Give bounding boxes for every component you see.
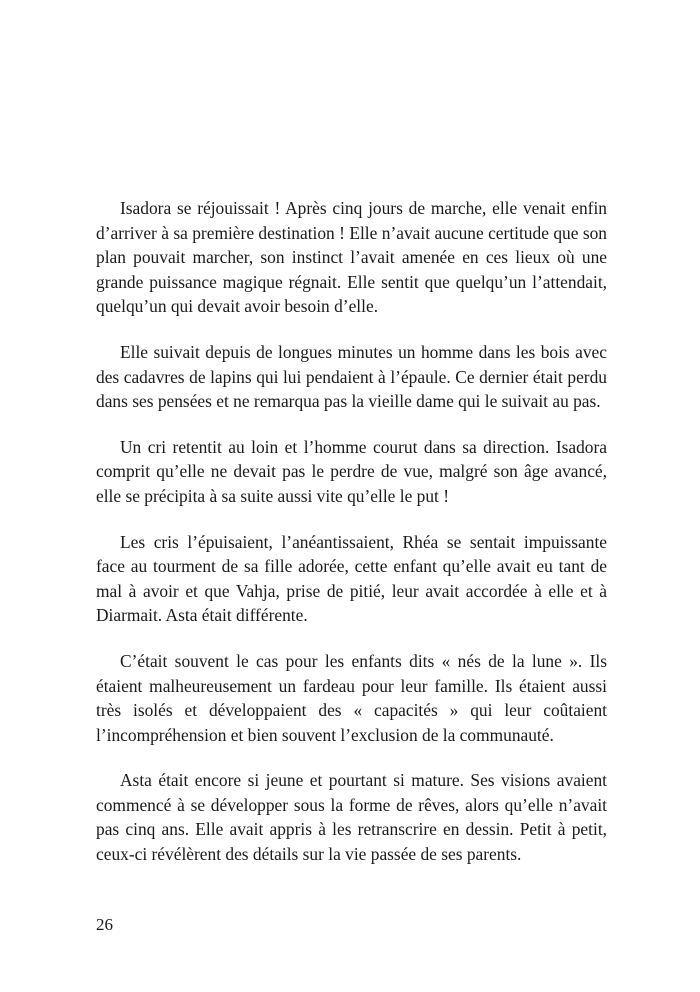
- paragraph: Les cris l’épuisaient, l’anéantissaient, Rhéa se sentait impuissante face au tourment de sa fille adorée, cette enfant qu’elle avait eu tant de mal à avoir et que Vahja, prise de pitié, leur avait accordée à elle et à Diarmait. Asta était différente.: [96, 531, 607, 626]
- body-text: [96, 196, 607, 888]
- paragraph: Asta était encore si jeune et pourtant si mature. Ses visions avaient commencé à se développer sous la forme de rêves, alors qu’elle n’avait pas cinq ans. Elle avait appris à les retranscrire en dessin. Petit à petit, ceux-ci révélèrent des détails sur la vie passée de ses parents.: [96, 770, 607, 865]
- page-number: 26: [96, 915, 113, 934]
- paragraph: Un cri retentit au loin et l’homme courut dans sa direction. Isadora comprit qu’elle ne devait pas le perdre de vue, malgré son âge avancé, elle se précipita à sa suite aussi vite qu’elle le put !: [96, 436, 607, 506]
- paragraph: C’était souvent le cas pour les enfants dits « nés de la lune ». Ils étaient malheureusement un fardeau pour leur famille. Ils étaient aussi très isolés et développaient des « capacités » qui leur coûtaient l’incompréhension et bien souvent l’exclusion de la communauté.: [96, 650, 607, 745]
- paragraph: Isadora se réjouissait ! Après cinq jours de marche, elle venait enfin d’arriver à sa première destination ! Elle n’avait aucune certitude que son plan pouvait marcher, son instinct l’avait amenée en ces lieux où une grande puissance magique régnait. Elle sentit que quelqu’un l’attendait, quelqu’un qui devait avoir besoin d’elle.: [96, 198, 607, 317]
- paragraph: Elle suivait depuis de longues minutes un homme dans les bois avec des cadavres de lapins qui lui pendaient à l’épaule. Ce dernier était perdu dans ses pensées et ne remarqua pas la vieille dame qui le suivait au pas.: [96, 341, 607, 412]
